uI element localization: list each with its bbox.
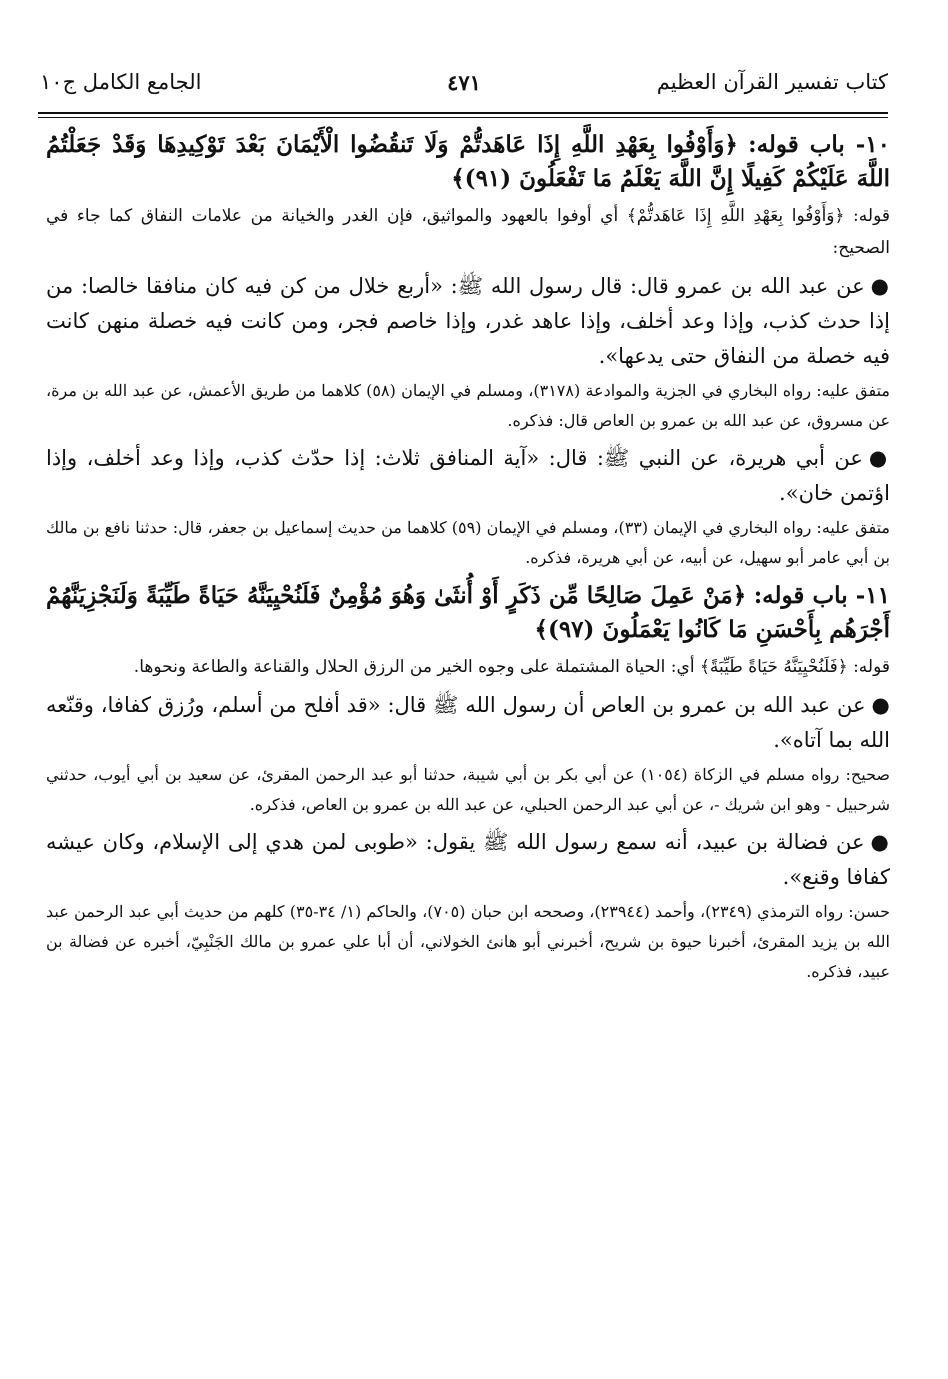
chapter-heading-10 [46,128,890,196]
page-number: ٤٧١ [447,70,481,95]
hadith-text [46,687,890,758]
hadith-source: متفق عليه: رواه البخاري في الإيمان (٣٣)، ومسلم في الإيمان (٥٩) كلاهما من حديث إسماعيل بن جعفر، قال: حدثنا نافع بن مالك بن أبي عامر أبو سهيل، عن أبيه، عن أبي هريرة، فذكره. [46,518,891,567]
quran-verse: ﴿وَأَوْفُوا بِعَهْدِ اللَّهِ إِذَا عَاهَدتُّمْ وَلَا تَنقُضُوا الْأَيْمَانَ بَعْدَ تَوْكِيدِهَا وَقَدْ جَعَلْتُمُ اللَّهَ عَلَيْكُمْ كَفِيلًا إِنَّ اللَّهَ يَعْلَمُ مَا تَفْعَلُونَ (٩١)﴾ [46,131,890,192]
hadith-source: متفق عليه: رواه البخاري في الجزية والموادعة (٣١٧٨)، ومسلم في الإيمان (٥٨) كلاهما من طريق الأعمش، عن عبد الله بن مرة، عن مسروق، عن عبد الله بن عمرو بن العاص قال: فذكره. [46,381,890,430]
hadith-body: عن عبد الله بن عمرو قال: قال رسول الله ﷺ: «أربع خلال من كن فيه كان منافقا خالصا: من إذا حدث كذب، وإذا وعد أخلف، وإذا عاهد غدر، وإذا خاصم فجر، ومن كانت فيه خصلة منهن كانت فيه خصلة من النفاق حتى يدعها». [46,274,890,368]
commentary: قوله: ﴿وَأَوْفُوا بِعَهْدِ اللَّهِ إِذَا عَاهَدتُّمْ﴾ أي أوفوا بالعهود والمواثيق، فإن الغدر والخيانة من علامات النفاق كما جاء في الصحيح: [46,206,890,258]
chapter-title: ١١- باب قوله: [753,582,891,609]
hadith-text [46,268,890,374]
book-title: كتاب تفسير القرآن العظيم [656,70,888,94]
volume-title: الجامع الكامل ج١٠ [40,70,202,94]
hadith-body: عن فضالة بن عبيد، أنه سمع رسول الله ﷺ يقول: «طوبى لمن هدي إلى الإسلام، وكان عيشه كفافا وقنع». [46,830,890,889]
hadith-body: عن أبي هريرة، عن النبي ﷺ: قال: «آية المنافق ثلاث: إذا حدّث كذب، وإذا وعد أخلف، وإذا اؤتمن خان». [46,446,890,505]
bullet-icon: ● [868,445,890,470]
bullet-icon: ● [870,829,890,854]
hadith-text [46,440,890,511]
hadith-body: عن عبد الله بن عمرو بن العاص أن رسول الله ﷺ قال: «قد أفلح من أسلم، ورُزق كفافا، وقنّعه الله بما آتاه». [46,693,890,752]
hadith-source: حسن: رواه الترمذي (٢٣٤٩)، وأحمد (٢٣٩٤٤)، وصححه ابن حبان (٧٠٥)، والحاكم (١/ ٣٤-٣٥) كلهم من حديث أبي عبد الرحمن عبد الله بن يزيد المقرئ، أخبرنا حيوة بن شريح، أخبرني أبو هانئ الخولاني، أن أبا علي عمرو بن مالك الجَنْبِيّ، أخبره عن فضالة بن عبيد، فذكره. [46,902,891,981]
hadith-source: صحيح: رواه مسلم في الزكاة (١٠٥٤) عن أبي بكر بن أبي شيبة، حدثنا أبو عبد الرحمن المقرئ، عن سعيد بن أبي أيوب، حدثني شرحبيل - وهو ابن شريك -، عن أبي عبد الرحمن الحبلي، عن عبد الله بن عمرو بن العاص، فذكره. [46,765,890,814]
page-body [46,122,890,991]
chapter-heading-11 [46,579,890,647]
header-rule-thin [38,117,888,118]
header-rule-thick [38,112,888,114]
quran-verse: ﴿مَنْ عَمِلَ صَالِحًا مِّن ذَكَرٍ أَوْ أُنثَىٰ وَهُوَ مُؤْمِنٌ فَلَنُحْيِيَنَّهُ حَيَاةً طَيِّبَةً وَلَنَجْزِيَنَّهُمْ أَجْرَهُم بِأَحْسَنِ مَا كَانُوا يَعْمَلُونَ (٩٧)﴾ [46,582,890,643]
hadith-text [46,824,890,895]
bullet-icon: ● [870,273,890,298]
page-header [40,62,888,102]
commentary: قوله: ﴿فَلَنُحْيِيَنَّهُ حَيَاةً طَيِّبَةً﴾ أي: الحياة المشتملة على وجوه الخير من الرزق الحلال والقناعة والطاعة ونحوها. [133,657,890,677]
bullet-icon: ● [871,692,890,717]
chapter-title: ١٠- باب قوله: [748,131,891,158]
